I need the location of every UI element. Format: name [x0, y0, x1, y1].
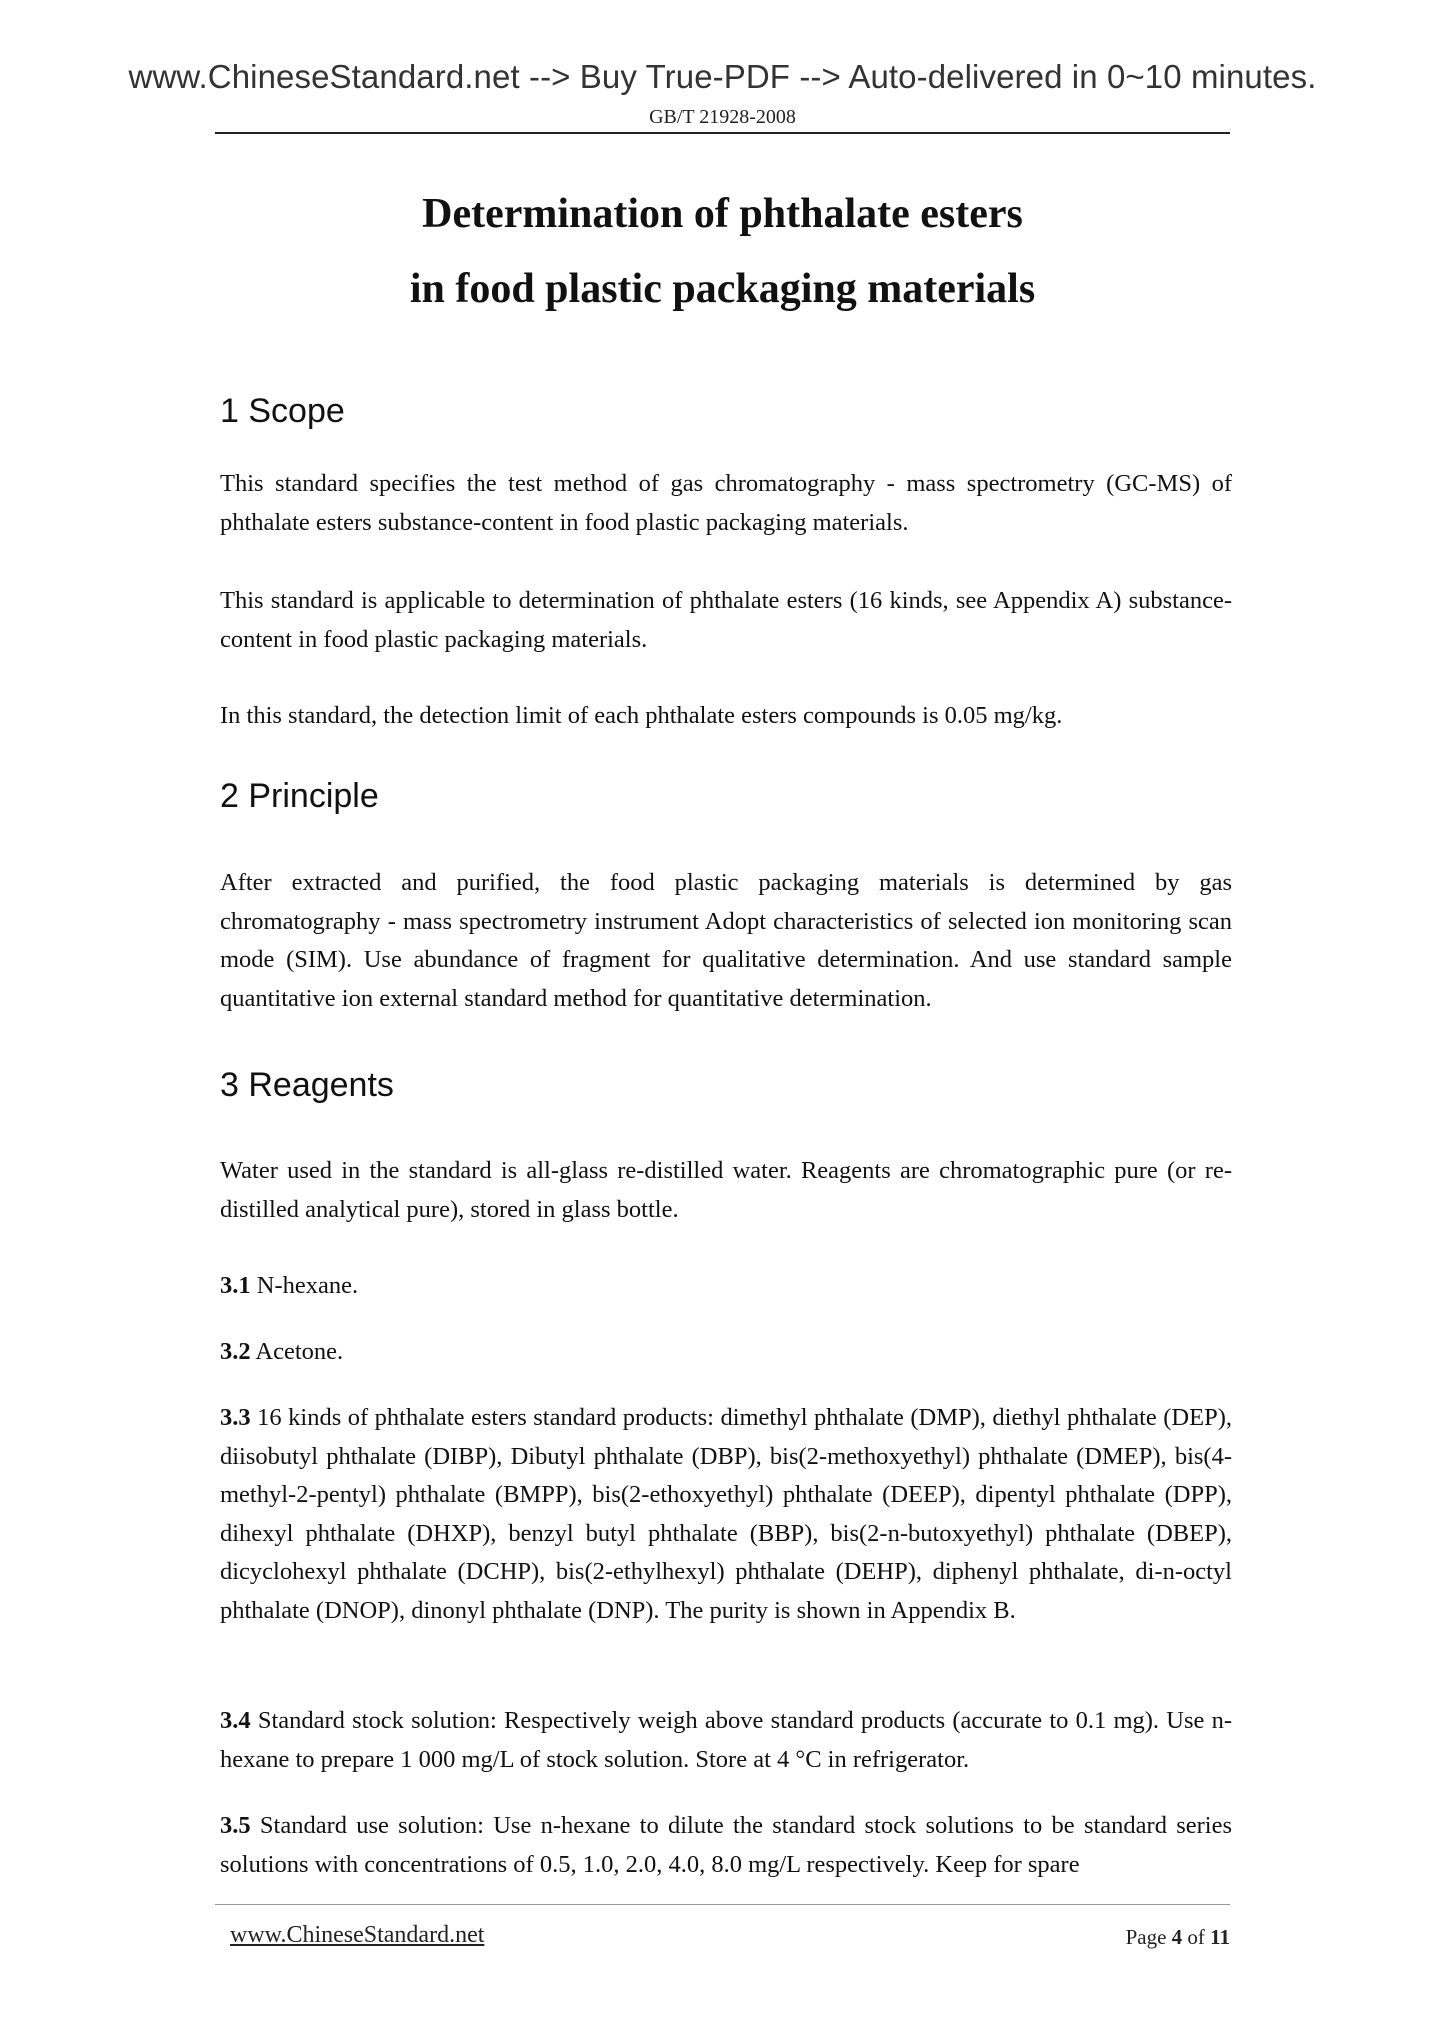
- document-title-line-1: Determination of phthalate esters: [422, 191, 1023, 237]
- scope-paragraph-3: In this standard, the detection limit of each phthalate esters compounds is 0.05 mg/kg.: [220, 702, 1063, 729]
- item-text: 16 kinds of phthalate esters standard products: dimethyl phthalate (DMP), diethyl phthalate (DEP), diisobutyl phthalate (DIBP), Dibutyl phthalate (DBP), bis(2-methoxyethyl) phthalate (DMEP), bis(4-methyl-2-pentyl) phthalate (BMPP), bis(2-ethoxyethyl) phthalate (DEEP), dipentyl phthalate (DPP), dihexyl phthalate (DHXP), benzyl butyl phthalate (BBP), bis(2-n-butoxyethyl) phthalate (DBEP), dicyclohexyl phthalate (DCHP), bis(2-ethylhexyl) phthalate (DEHP), diphenyl phthalate, di-n-octyl phthalate (DNOP), dinonyl phthalate (DNP). The purity is shown in Appendix B.: [220, 1404, 1232, 1624]
- footer-divider: [215, 1904, 1230, 1905]
- header-divider: [215, 132, 1230, 134]
- scope-paragraph-1: This standard specifies the test method of gas chromatography - mass spectrometry (GC-MS) of phthalate esters substance-content in food plastic packaging materials.: [220, 470, 1232, 536]
- footer-website-link[interactable]: www.ChineseStandard.net: [230, 1922, 485, 1948]
- item-text: N-hexane.: [250, 1272, 359, 1299]
- page-separator: of: [1182, 1925, 1211, 1949]
- reagent-item-3-5: [220, 1807, 1232, 1884]
- item-number: 3.5: [220, 1812, 251, 1839]
- principle-paragraph: After extracted and purified, the food plastic packaging materials is determined by gas chromatography - mass spectrometry instrument Adopt characteristics of selected ion monitoring scan mode (SIM). Use abundance of fragment for qualitative determination. And use standard sample quantitative ion external standard method for quantitative determination.: [220, 869, 1232, 1012]
- top-banner: www.ChineseStandard.net --> Buy True-PDF --> Auto-delivered in 0~10 minutes.: [128, 58, 1317, 95]
- item-number: 3.4: [220, 1707, 251, 1734]
- reagent-item-3-2: [220, 1333, 1232, 1372]
- reagent-item-3-4: [220, 1702, 1232, 1779]
- item-text: Standard use solution: Use n-hexane to dilute the standard stock solutions to be standard series solutions with concentrations of 0.5, 1.0, 2.0, 4.0, 8.0 mg/L respectively. Keep for spare: [220, 1812, 1232, 1878]
- section-heading-principle: 2 Principle: [220, 777, 379, 815]
- page-current: 4: [1171, 1925, 1183, 1949]
- page-label: Page: [1125, 1925, 1172, 1949]
- scope-paragraph-2: This standard is applicable to determination of phthalate esters (16 kinds, see Appendix A) substance-content in food plastic packaging materials.: [220, 587, 1232, 653]
- item-number: 3.1: [220, 1272, 251, 1299]
- item-text: Acetone.: [250, 1338, 344, 1365]
- page-total: 11: [1210, 1925, 1230, 1949]
- section-heading-scope: 1 Scope: [220, 392, 345, 430]
- page-number: [1126, 1925, 1230, 1950]
- document-title-line-2: in food plastic packaging materials: [409, 266, 1036, 312]
- reagent-item-3-1: [220, 1267, 1232, 1306]
- standard-code: GB/T 21928-2008: [649, 106, 796, 128]
- item-number: 3.3: [220, 1404, 251, 1431]
- section-heading-reagents: 3 Reagents: [220, 1066, 394, 1104]
- reagents-intro: Water used in the standard is all-glass re-distilled water. Reagents are chromatographic pure (or re-distilled analytical pure), stored in glass bottle.: [220, 1157, 1232, 1223]
- reagent-item-3-3: [220, 1399, 1232, 1630]
- item-number: 3.2: [220, 1338, 251, 1365]
- item-text: Standard stock solution: Respectively weigh above standard products (accurate to 0.1 mg). Use n-hexane to prepare 1 000 mg/L of stock solution. Store at 4 °C in refrigerator.: [220, 1707, 1232, 1773]
